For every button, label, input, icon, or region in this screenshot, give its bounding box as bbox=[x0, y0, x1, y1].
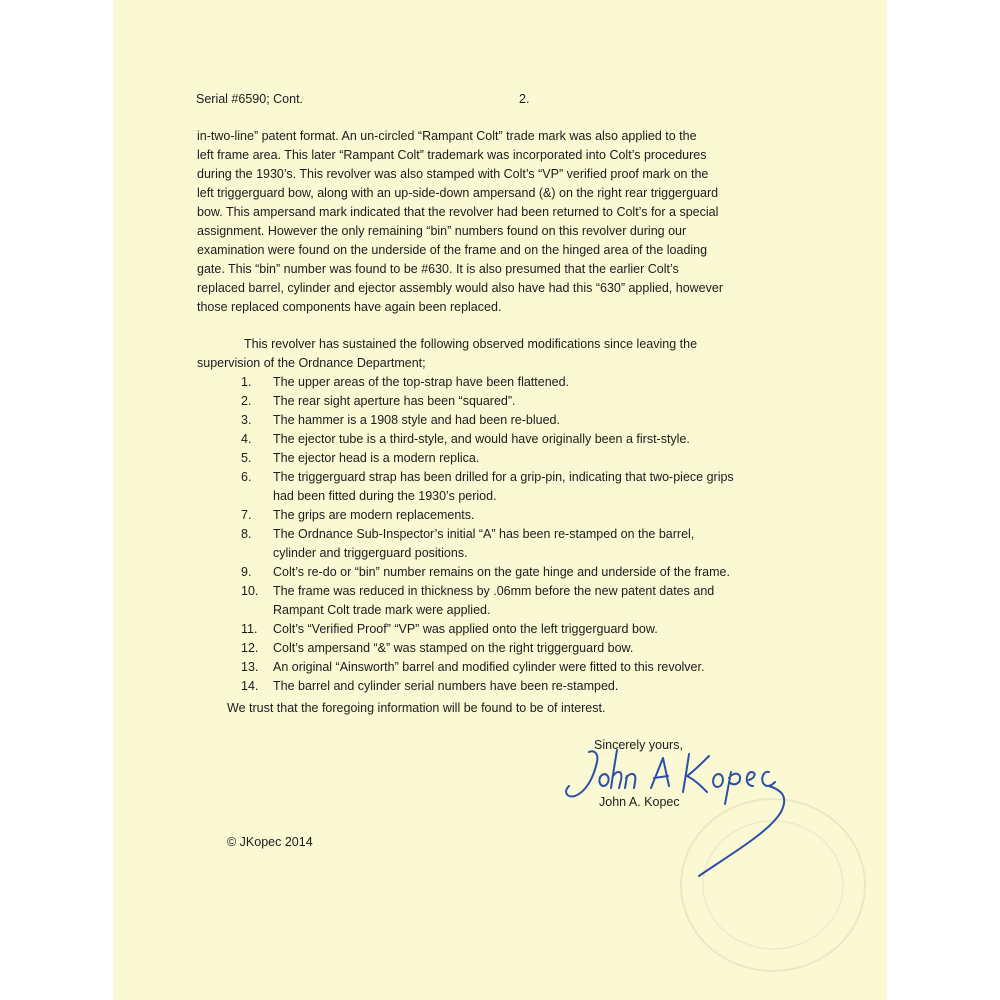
item-number: 7. bbox=[241, 508, 252, 522]
list-item bbox=[197, 582, 817, 620]
paragraph-line: replaced barrel, cylinder and ejector assembly would also have had this “630” applied, however bbox=[197, 281, 723, 295]
item-text: The upper areas of the top-strap have been flattened. bbox=[273, 375, 570, 389]
item-text-continued: Rampant Colt trade mark were applied. bbox=[273, 603, 491, 617]
item-number: 10. bbox=[241, 584, 259, 598]
item-text-continued: had been fitted during the 1930’s period. bbox=[273, 489, 497, 503]
paragraph-line: gate. This “bin” number was found to be #630. It is also presumed that the earlier Colt’s bbox=[197, 262, 679, 276]
paragraph-2 bbox=[197, 335, 817, 373]
list-item bbox=[197, 411, 817, 430]
item-text: The triggerguard strap has been drilled for a grip-pin, indicating that two-piece grips bbox=[273, 470, 734, 484]
item-number: 5. bbox=[241, 451, 252, 465]
item-number: 13. bbox=[241, 660, 259, 674]
list-item bbox=[197, 468, 817, 506]
item-number: 12. bbox=[241, 641, 259, 655]
item-text: The rear sight aperture has been “squared”. bbox=[273, 394, 516, 408]
page-number: 2. bbox=[519, 92, 530, 106]
paragraph-line: assignment. However the only remaining “bin” numbers found on this revolver during our bbox=[197, 224, 687, 238]
list-item bbox=[197, 563, 817, 582]
copyright-notice: © JKopec 2014 bbox=[227, 835, 313, 849]
paragraph-1 bbox=[197, 127, 817, 317]
item-number: 2. bbox=[241, 394, 252, 408]
item-text: The hammer is a 1908 style and had been re-blued. bbox=[273, 413, 560, 427]
paragraph-line: left frame area. This later “Rampant Colt” trademark was incorporated into Colt’s procedures bbox=[197, 148, 707, 162]
letter-body bbox=[197, 127, 817, 696]
item-text: The barrel and cylinder serial numbers have been re-stamped. bbox=[273, 679, 619, 693]
document-page bbox=[113, 0, 887, 1000]
paragraph-line: bow. This ampersand mark indicated that the revolver had been returned to Colt’s for a special bbox=[197, 205, 719, 219]
item-number: 6. bbox=[241, 470, 252, 484]
item-text: The Ordnance Sub-Inspector’s initial “A” has been re-stamped on the barrel, bbox=[273, 527, 695, 541]
item-number: 1. bbox=[241, 375, 252, 389]
list-item bbox=[197, 430, 817, 449]
item-number: 4. bbox=[241, 432, 252, 446]
signature-icon bbox=[559, 740, 794, 880]
item-text: Colt’s “Verified Proof” “VP” was applied onto the left triggerguard bow. bbox=[273, 622, 658, 636]
paragraph-line: examination were found on the underside of the frame and on the hinged area of the loading bbox=[197, 243, 708, 257]
modifications-list bbox=[197, 373, 817, 696]
item-text: Colt’s re-do or “bin” number remains on the gate hinge and underside of the frame. bbox=[273, 565, 730, 579]
paragraph-line: those replaced components have again been replaced. bbox=[197, 300, 502, 314]
list-item bbox=[197, 373, 817, 392]
list-item bbox=[197, 392, 817, 411]
list-item bbox=[197, 677, 817, 696]
paragraph-line: left triggerguard bow, along with an up-side-down ampersand (&) on the right rear triggerguard bbox=[197, 186, 719, 200]
item-text-continued: cylinder and triggerguard positions. bbox=[273, 546, 468, 560]
list-item bbox=[197, 620, 817, 639]
item-text: The frame was reduced in thickness by .06mm before the new patent dates and bbox=[273, 584, 715, 598]
signoff: Sincerely yours, bbox=[594, 738, 683, 752]
list-item bbox=[197, 506, 817, 525]
item-number: 11. bbox=[241, 622, 258, 636]
item-text: The ejector tube is a third-style, and would have originally been a first-style. bbox=[273, 432, 690, 446]
item-number: 9. bbox=[241, 565, 252, 579]
item-text: The grips are modern replacements. bbox=[273, 508, 475, 522]
item-text: Colt’s ampersand “&” was stamped on the right triggerguard bow. bbox=[273, 641, 634, 655]
item-text: An original “Ainsworth” barrel and modified cylinder were fitted to this revolver. bbox=[273, 660, 705, 674]
paragraph-line: during the 1930’s. This revolver was also stamped with Colt’s “VP” verified proof mark on the bbox=[197, 167, 709, 181]
paragraph-line: This revolver has sustained the following observed modifications since leaving the bbox=[244, 337, 698, 351]
signer-name: John A. Kopec bbox=[599, 795, 680, 809]
item-number: 3. bbox=[241, 413, 252, 427]
list-item bbox=[197, 525, 817, 563]
item-text: The ejector head is a modern replica. bbox=[273, 451, 480, 465]
list-item bbox=[197, 658, 817, 677]
closing-line: We trust that the foregoing information will be found to be of interest. bbox=[227, 701, 606, 715]
item-number: 14. bbox=[241, 679, 259, 693]
list-item bbox=[197, 639, 817, 658]
paragraph-line: supervision of the Ordnance Department; bbox=[197, 356, 426, 370]
list-item bbox=[197, 449, 817, 468]
paragraph-line: in-two-line” patent format. An un-circled “Rampant Colt” trade mark was also applied to the bbox=[197, 129, 697, 143]
serial-label: Serial #6590; Cont. bbox=[196, 92, 304, 106]
item-number: 8. bbox=[241, 527, 252, 541]
